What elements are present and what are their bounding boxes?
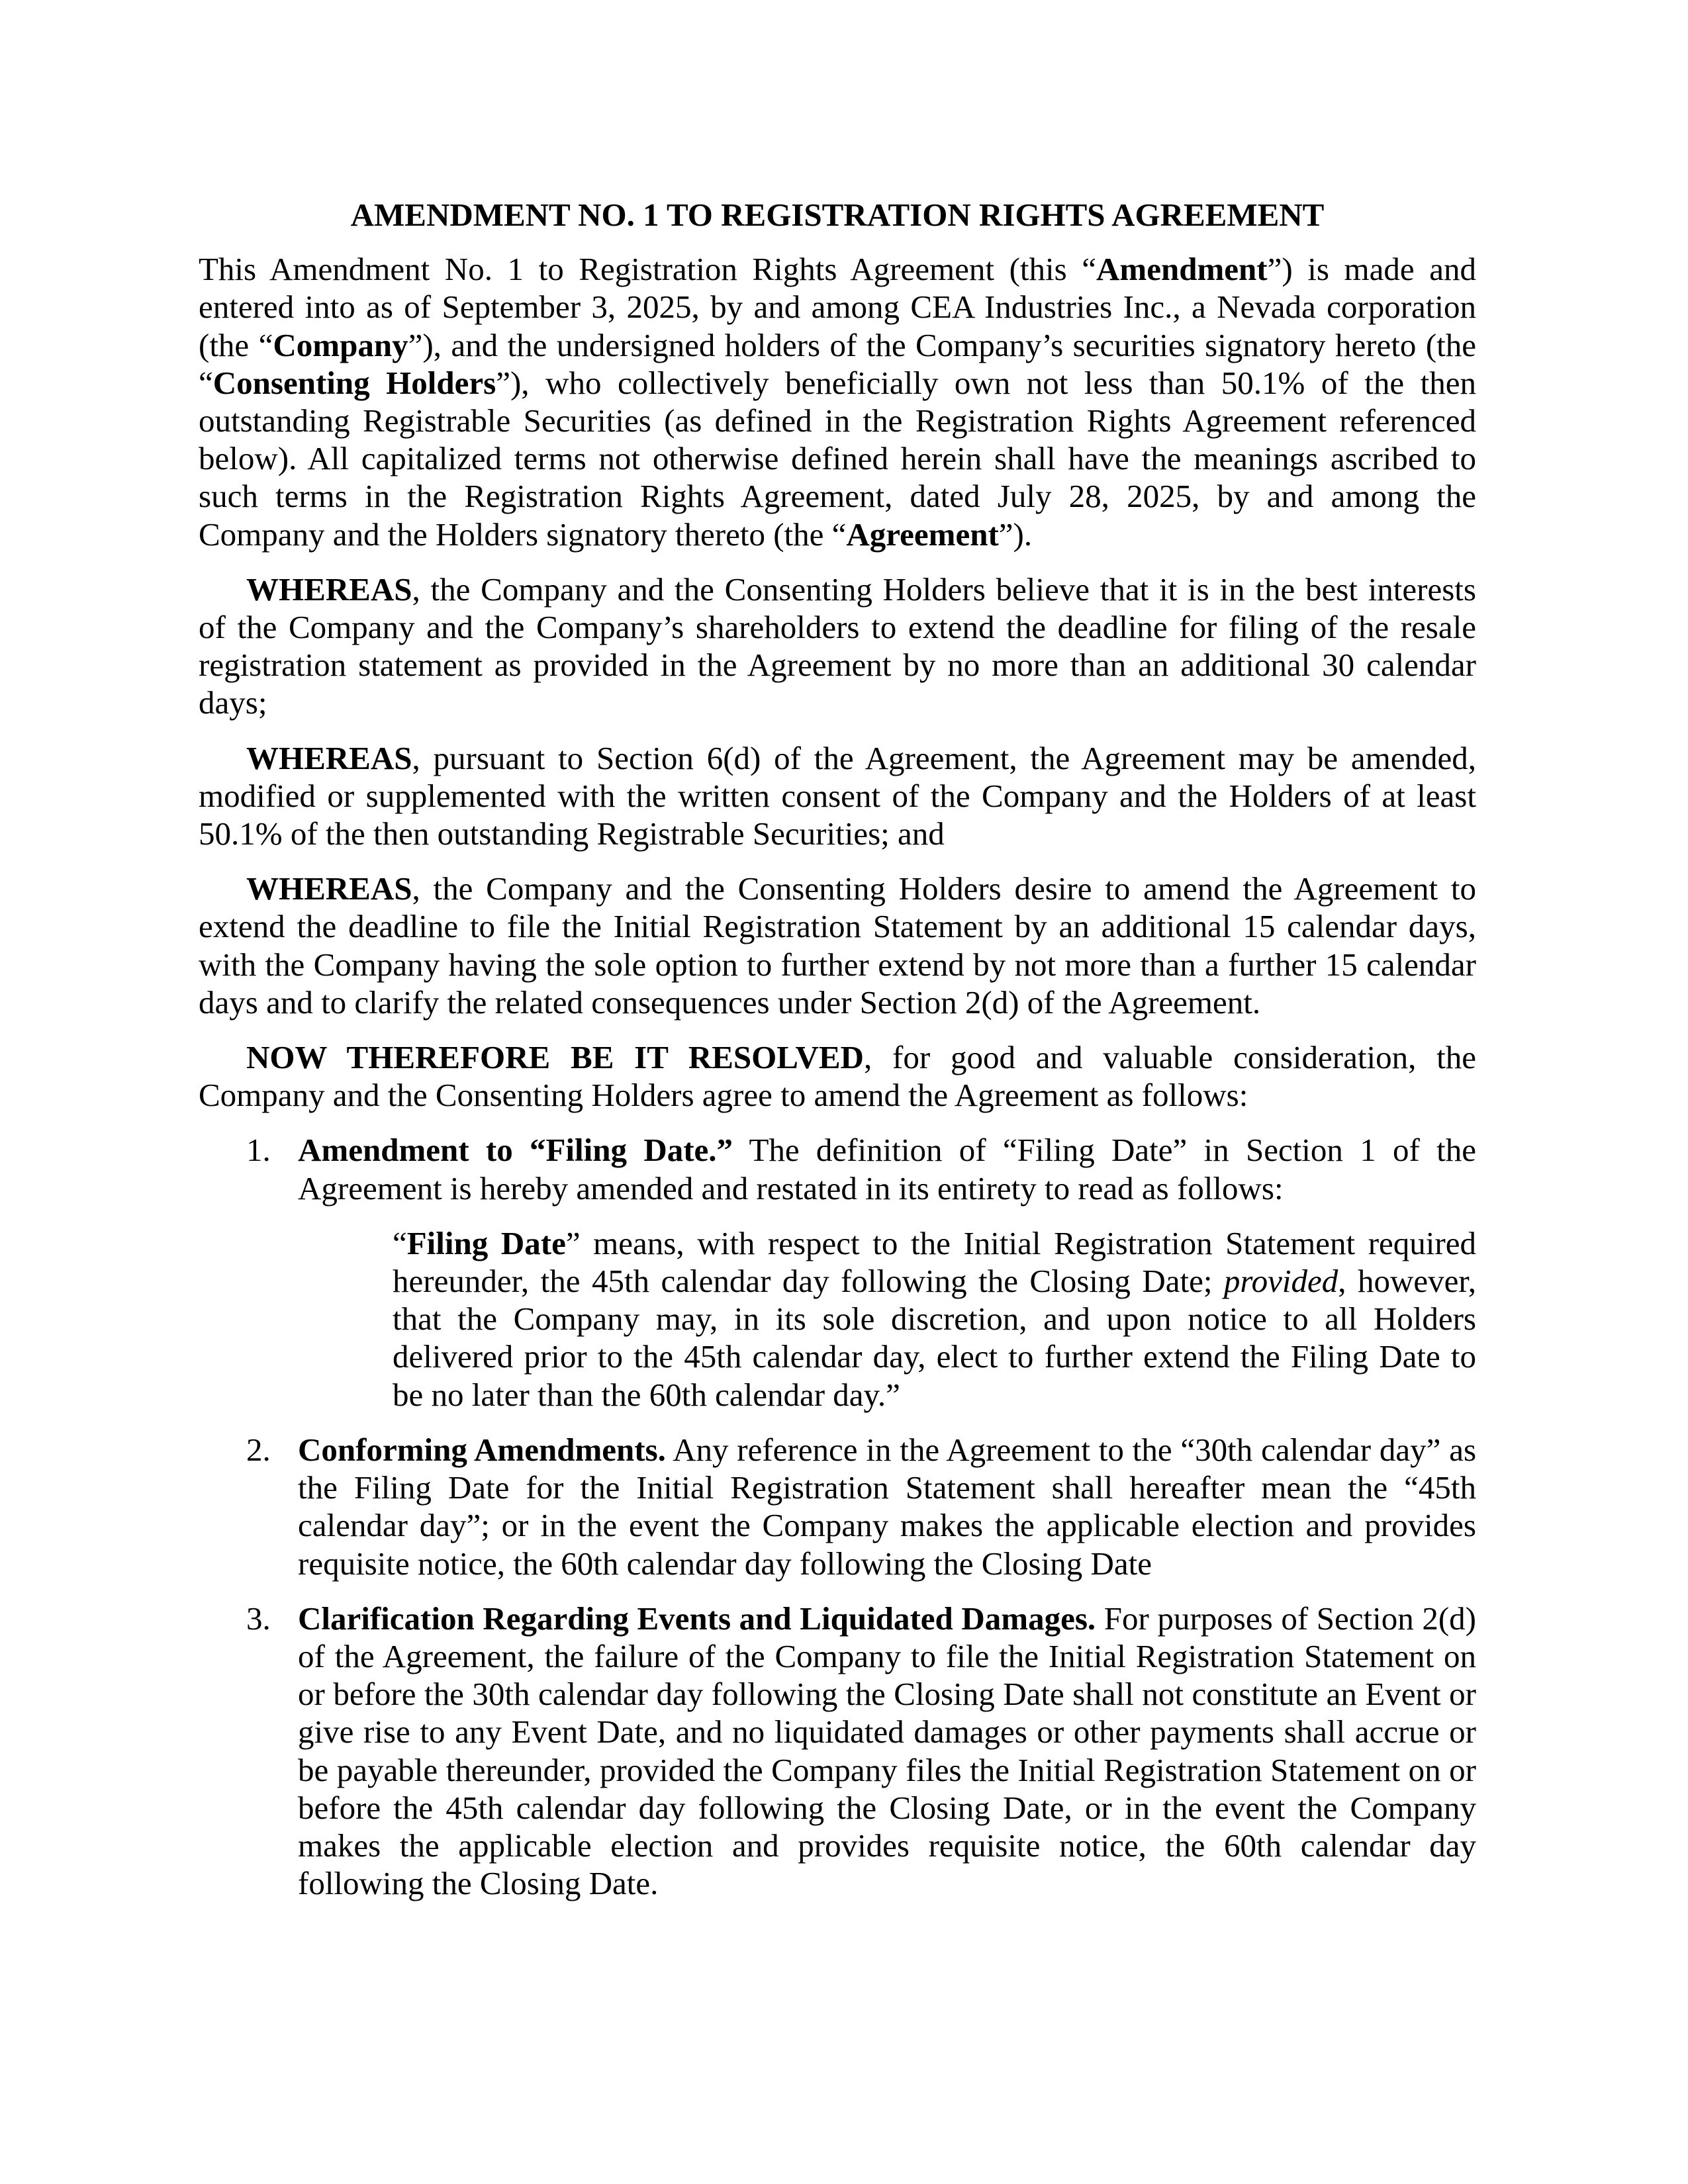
intro-text-4: ”), who collectively beneficially own not less than 50.1% of the then outstanding Registrable Securities (as defined in the Registration Rights Agreement referenced below). All capitalized terms not otherwise defined herein shall have the meanings ascribed to such terms in the Registration Rights Agreement, dated July 28, 2025, by and among the Company and the Holders signatory thereto (the “	[199, 364, 1476, 553]
whereas-lead: WHEREAS	[246, 870, 412, 907]
resolved-lead: NOW THEREFORE BE IT RESOLVED	[246, 1039, 864, 1076]
resolved-text: , for good and valuable consideration, the Company and the Consenting Holders agree to amend the Agreement as follows:	[199, 1039, 1476, 1114]
resolved-paragraph	[199, 1038, 1476, 1114]
defined-term-company: Company	[273, 326, 408, 363]
item-heading: Amendment to “Filing Date.”	[298, 1132, 733, 1169]
intro-text-2: ”) is made and entered into as of September 3, 2025, by and among CEA Industries Inc., a Nevada corporation (the “	[199, 251, 1476, 363]
item-text: For purposes of Section 2(d) of the Agreement, the failure of the Company to file the Initial Registration Statement on or before the 30th calendar day following the Closing Date shall not constitute an Event or give rise to any Event Date, and no liquidated damages or other payments shall accrue or be payable thereunder, provided the Company files the Initial Registration Statement on or before the 45th calendar day following the Closing Date, or in the event the Company makes the applicable election and provides requisite notice, the 60th calendar day following the Closing Date.	[298, 1600, 1476, 1902]
whereas-lead: WHEREAS	[246, 570, 412, 608]
item-heading: Conforming Amendments.	[298, 1431, 666, 1468]
item-heading: Clarification Regarding Events and Liquidated Damages.	[298, 1600, 1096, 1637]
definition-open-quote: “	[393, 1224, 407, 1261]
filing-date-definition	[393, 1224, 1476, 1414]
amendment-item-1	[199, 1131, 1476, 1413]
amendment-item-3	[199, 1600, 1476, 1903]
whereas-lead: WHEREAS	[246, 739, 412, 776]
defined-term-amendment: Amendment	[1096, 251, 1268, 288]
item-paragraph	[298, 1431, 1476, 1582]
whereas-text: , the Company and the Consenting Holders desire to amend the Agreement to extend the deadline to file the Initial Registration Statement by an additional 15 calendar days, with the Company having the sole option to further extend by not more than a further 15 calendar days and to clarify the related consequences under Section 2(d) of the Agreement.	[199, 870, 1476, 1021]
item-text: Any reference in the Agreement to the “30th calendar day” as the Filing Date for the Initial Registration Statement shall hereafter mean the “45th calendar day”; or in the event the Company makes the applicable election and provides requisite notice, the 60th calendar day following the Closing Date	[298, 1431, 1477, 1582]
amendment-item-2	[199, 1431, 1476, 1582]
item-number: 3.	[246, 1600, 271, 1637]
document-title: AMENDMENT NO. 1 TO REGISTRATION RIGHTS AGREEMENT	[350, 197, 1325, 233]
whereas-paragraph-3	[199, 870, 1476, 1021]
whereas-paragraph-2	[199, 739, 1476, 853]
defined-term-agreement: Agreement	[846, 516, 999, 553]
intro-text-1: This Amendment No. 1 to Registration Rights Agreement (this “	[199, 251, 1097, 288]
intro-paragraph	[199, 250, 1476, 553]
defined-term-consenting-holders: Consenting Holders	[212, 364, 496, 401]
item-paragraph	[298, 1131, 1476, 1206]
intro-text-3: ”), and the undersigned holders of the Company’s securities signatory hereto (the “	[199, 326, 1476, 401]
item-paragraph	[298, 1600, 1476, 1903]
intro-text-5: ”).	[998, 516, 1033, 553]
document-body	[199, 196, 1476, 1919]
item-number: 1.	[246, 1132, 271, 1169]
whereas-paragraph-1	[199, 570, 1476, 722]
definition-text-2: , however, that the Company may, in its sole discretion, and upon notice to all Holders delivered prior to the 45th calendar day, elect to further extend the Filing Date to be no later than the 60th calendar day.”	[393, 1263, 1476, 1413]
item-number: 2.	[246, 1431, 271, 1468]
definition-term: Filing Date	[406, 1224, 566, 1261]
item-text: The definition of “Filing Date” in Section 1 of the Agreement is hereby amended and restated in its entirety to read as follows:	[298, 1132, 1476, 1206]
whereas-text: , the Company and the Consenting Holders believe that it is in the best interests of the Company and the Company’s shareholders to extend the deadline for filing of the resale registration statement as provided in the Agreement by no more than an additional 30 calendar days;	[199, 570, 1476, 721]
definition-text-1: ” means, with respect to the Initial Registration Statement required hereunder, the 45th calendar day following the Closing Date;	[393, 1224, 1476, 1300]
whereas-text: , pursuant to Section 6(d) of the Agreement, the Agreement may be amended, modified or supplemented with the written consent of the Company and the Holders of at least 50.1% of the then outstanding Registrable Securities; and	[199, 739, 1476, 852]
definition-italic-provided: provided	[1223, 1263, 1338, 1300]
amendment-list	[199, 1131, 1476, 1902]
